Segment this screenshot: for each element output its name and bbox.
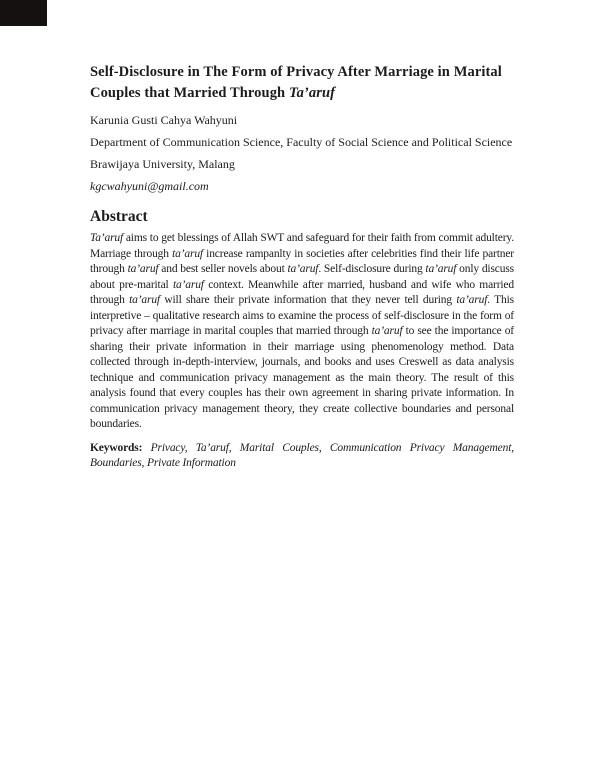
university-line: Brawijaya University, Malang bbox=[90, 157, 235, 171]
keywords-text: Privacy, Ta’aruf, Marital Couples, Communication Privacy Management, Boundaries, Private Information bbox=[90, 441, 514, 469]
top-left-black-rectangle bbox=[0, 0, 47, 26]
paper-content bbox=[90, 62, 514, 472]
department-line: Department of Communication Science, Faculty of Social Science and Political Science bbox=[90, 135, 513, 149]
paper-title bbox=[90, 62, 514, 104]
byline-block bbox=[90, 114, 514, 193]
keywords-line bbox=[90, 441, 514, 472]
author-name: Karunia Gusti Cahya Wahyuni bbox=[90, 113, 238, 127]
abstract-body: Ta’aruf aims to get blessings of Allah SWT and safeguard for their faith from commit adultery. Marriage through ta’aruf increase rampanlty in societies after celebrities find their life partner through ta’aruf and best seller novels about ta’aruf. Self-disclosure during ta’aruf only discuss about pre-marital ta’aruf context. Meanwhile after married, husband and wife who married through ta’aruf will share their private information that they never tell during ta’aruf. This interpretive – qualitative research aims to examine the process of self-disclosure in the form of privacy after marriage in marital couples that married through ta’aruf to see the importance of sharing their private information in their marriage using phenomenology method. Data collected through in-depth-interview, journals, and books and uses Creswell as data analysis technique and communication privacy management as the main theory. The result of this analysis found that every couples has their own agreement in sharing private information. In communication privacy management theory, they create collective boundaries and personal boundaries. bbox=[90, 232, 515, 430]
paper-title-main: Self-Disclosure in The Form of Privacy After Marriage in Marital Couples that Married Through bbox=[90, 64, 502, 101]
abstract-heading: Abstract bbox=[90, 208, 148, 225]
keywords-label: Keywords: bbox=[90, 441, 143, 454]
paper-title-italic-term: Ta’aruf bbox=[288, 85, 336, 101]
author-email: kgcwahyuni@gmail.com bbox=[90, 179, 209, 193]
